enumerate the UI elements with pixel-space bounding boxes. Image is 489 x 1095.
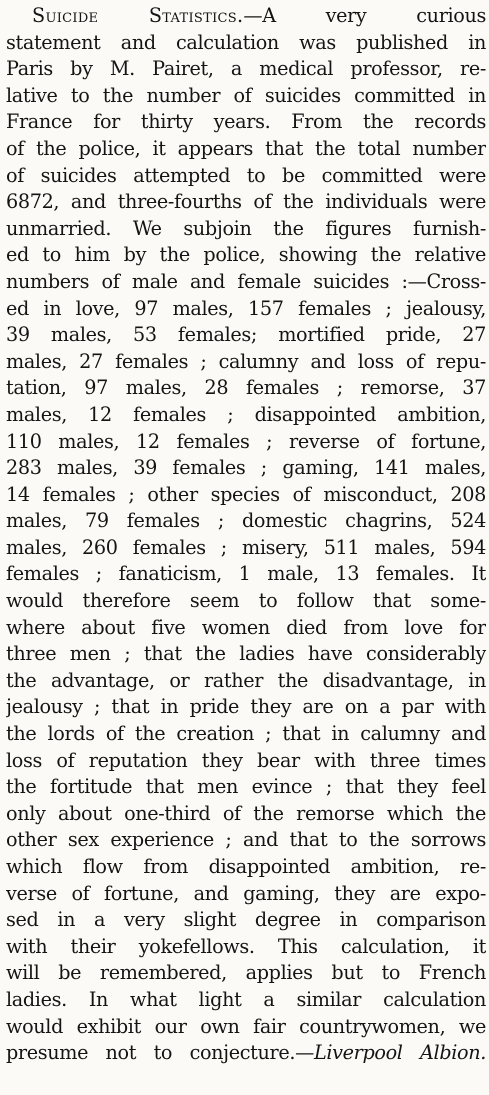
article-line: 14 females ; other species of misconduct, 208 <box>6 482 486 506</box>
article-line: ed to him by the police, showing the relative <box>6 243 486 267</box>
article-line: which flow from disappointed ambition, re- <box>6 855 486 878</box>
article-line: France for thirty years. From the records <box>6 110 486 134</box>
article-line: three men ; that the ladies have considerably <box>6 642 486 666</box>
article-line-text: presume not to conjecture.— <box>6 1041 314 1065</box>
article-line: only about one-third of the remorse which the <box>6 801 486 825</box>
article-line: jealousy ; that in pride they are on a par with <box>6 695 486 719</box>
article-line: Paris by M. Pairet, a medical professor, re- <box>6 57 486 81</box>
article-line: males, 79 females ; domestic chagrins, 524 <box>6 509 486 533</box>
article-line: of suicides attempted to be committed were <box>6 163 486 187</box>
article-line: will be remembered, applies but to French <box>6 961 486 985</box>
article-line: lative to the number of suicides committed in <box>6 83 486 107</box>
article-line: males, 12 females ; disappointed ambition, <box>6 402 486 426</box>
article-line: females ; fanaticism, 1 male, 13 females. It <box>6 562 486 586</box>
article-line-text: —A very curious <box>243 4 486 27</box>
article-line: with their yokefellows. This calculation, it <box>6 934 486 958</box>
article-line: loss of reputation they bear with three times <box>6 748 486 772</box>
article-line: the fortitude that men evince ; that they feel <box>6 775 486 799</box>
article-line: of the police, it appears that the total number <box>6 136 486 160</box>
article-line: other sex experience ; and that to the sorrows <box>6 828 486 852</box>
article <box>6 3 486 1067</box>
article-line: tation, 97 males, 28 females ; remorse, 37 <box>6 376 486 400</box>
article-line: males, 260 females ; misery, 511 males, 594 <box>6 535 486 559</box>
article-line: ed in love, 97 males, 157 females ; jealousy, <box>6 296 486 320</box>
article-line: 39 males, 53 females; mortified pride, 27 <box>6 323 486 347</box>
article-line: males, 27 females ; calumny and loss of repu- <box>6 349 486 373</box>
article-line: statement and calculation was published in <box>6 30 486 54</box>
article-line: numbers of male and female suicides :—Cross- <box>6 269 486 293</box>
article-line: sed in a very slight degree in comparison <box>6 908 486 932</box>
article-line: 6872, and three-fourths of the individuals were <box>6 190 486 214</box>
article-source: Liverpool Albion. <box>313 1041 486 1065</box>
article-line: the advantage, or rather the disadvantage, in <box>6 668 486 692</box>
article-line: ladies. In what light a similar calculation <box>6 987 486 1011</box>
article-line: 110 males, 12 females ; reverse of fortune, <box>6 429 486 453</box>
article-line: would exhibit our own fair countrywomen, we <box>6 1014 486 1038</box>
article-line: would therefore seem to follow that some- <box>6 589 486 613</box>
article-line: unmarried. We subjoin the figures furnish- <box>6 216 486 240</box>
article-line: verse of fortune, and gaming, they are expo- <box>6 881 486 905</box>
article-line: 283 males, 39 females ; gaming, 141 males, <box>6 456 486 480</box>
article-line: where about five women died from love for <box>6 615 486 639</box>
article-line <box>6 3 486 30</box>
article-heading: Suicide Statistics. <box>32 4 244 27</box>
article-line <box>6 1040 486 1067</box>
article-line: the lords of the creation ; that in calumny and <box>6 722 486 746</box>
